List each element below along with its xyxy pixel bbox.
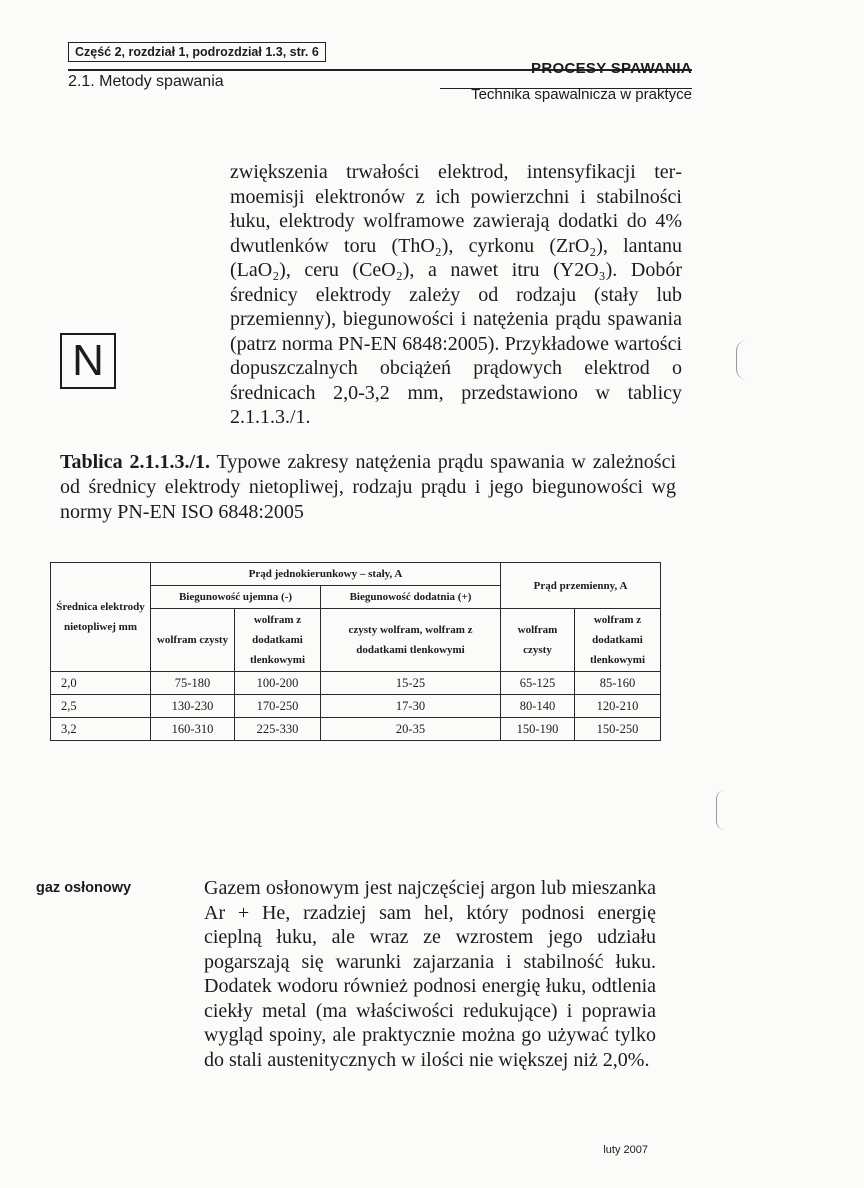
current-range-table [50,562,661,741]
diameter-header: Średnica elektrody nietopliwej mm [51,563,151,672]
table-row [51,672,661,695]
diameter-cell: 2,0 [51,672,151,695]
diameter-cell: 2,5 [51,695,151,718]
neg-oxide-cell: 100-200 [235,672,321,695]
ac-pure-cell: 150-190 [501,718,575,741]
page-footer-date: luty 2007 [603,1144,648,1156]
body-paragraph-shielding-gas: Gazem osłonowym jest najczęściej argon lub mieszanka Ar + He, rzadziej sam hel, który podnosi energię cieplną łuku, ale wraz ze wzrostem jego udziału pogarszają się warunki zajarzania i stabilność łuku. Dodatek wodoru również podnosi energię łuku, odtlenia ciekły metal (ma właściwości redukujące) i poprawia wygląd spoiny, ale praktycznie można go używać tylko do stali austenitycznych w ilości nie większej niż 2,0%. [204,877,656,1071]
pos-cell: 15-25 [321,672,501,695]
page-subtitle: Technika spawalnicza w praktyce [471,86,692,103]
table-caption-label: Tablica 2.1.1.3./1. [60,451,211,473]
body-paragraph-electrodes: zwiększenia trwałości elektrod, intensyfikacji termoemisji elektronów z ich powierzchni i stabilności łuku, elektrody wolframowe zawierają dodatki do 4% dwutlenków toru (ThO₂), cyrkonu (ZrO₂), lantanu (LaO₂), ceru (CeO₂), a nawet itru (Y2O₃). Dobór średnicy elektrody zależy od rodzaju (stały lub przemienny), biegunowości i natężenia prądu spawania (patrz norma PN-EN 6848:2005). Przykładowe wartości dopuszczalnych obciążeń prądowych elektrod o średnicach 2,0-3,2 mm, przedstawiono w tablicy 2.1.1.3./1. [230,161,682,428]
table-row [51,695,661,718]
section-title: 2.1. Metody spawania [68,73,224,90]
table-header-row [51,563,661,586]
neg-pure-cell: 75-180 [151,672,235,695]
ac-pure-cell: 80-140 [501,695,575,718]
binder-mark [716,790,725,830]
norm-badge-icon: N [60,333,116,389]
binder-mark [736,340,747,380]
page-title: PROCESY SPAWANIA [531,60,692,77]
ac-header: Prąd przemienny, A [501,563,661,609]
neg-pure-cell: 130-230 [151,695,235,718]
neg-oxide-cell: 170-250 [235,695,321,718]
diameter-cell: 3,2 [51,718,151,741]
table-caption [60,450,676,525]
chapter-reference: Część 2, rozdział 1, podrozdział 1.3, str. 6 [68,42,326,62]
ac-oxide-cell: 120-210 [575,695,661,718]
negative-polarity-header: Biegunowość ujemna (-) [151,586,321,609]
pos-tungsten-header: czysty wolfram, wolfram z dodatkami tlenkowymi [321,609,501,672]
ac-oxide-cell: 85-160 [575,672,661,695]
neg-pure-tungsten-header: wolfram czysty [151,609,235,672]
table-row [51,718,661,741]
ac-oxide-cell: 150-250 [575,718,661,741]
ac-pure-cell: 65-125 [501,672,575,695]
pos-cell: 17-30 [321,695,501,718]
pos-cell: 20-35 [321,718,501,741]
ac-oxide-tungsten-header: wolfram z dodatkami tlenkowymi [575,609,661,672]
dc-header: Prąd jednokierunkowy – stały, A [151,563,501,586]
table-caption-text: Typowe zakresy natężenia prądu spawania w zależności od średnicy elektrody nietopliwej, rodzaju prądu i jego biegunowości wg normy PN-EN ISO 6848:2005 [60,451,677,523]
margin-label-shielding-gas: gaz osłonowy [36,880,132,896]
neg-oxide-cell: 225-330 [235,718,321,741]
ac-pure-tungsten-header: wolfram czysty [501,609,575,672]
neg-oxide-tungsten-header: wolfram z dodatkami tlenkowymi [235,609,321,672]
positive-polarity-header: Biegunowość dodatnia (+) [321,586,501,609]
neg-pure-cell: 160-310 [151,718,235,741]
